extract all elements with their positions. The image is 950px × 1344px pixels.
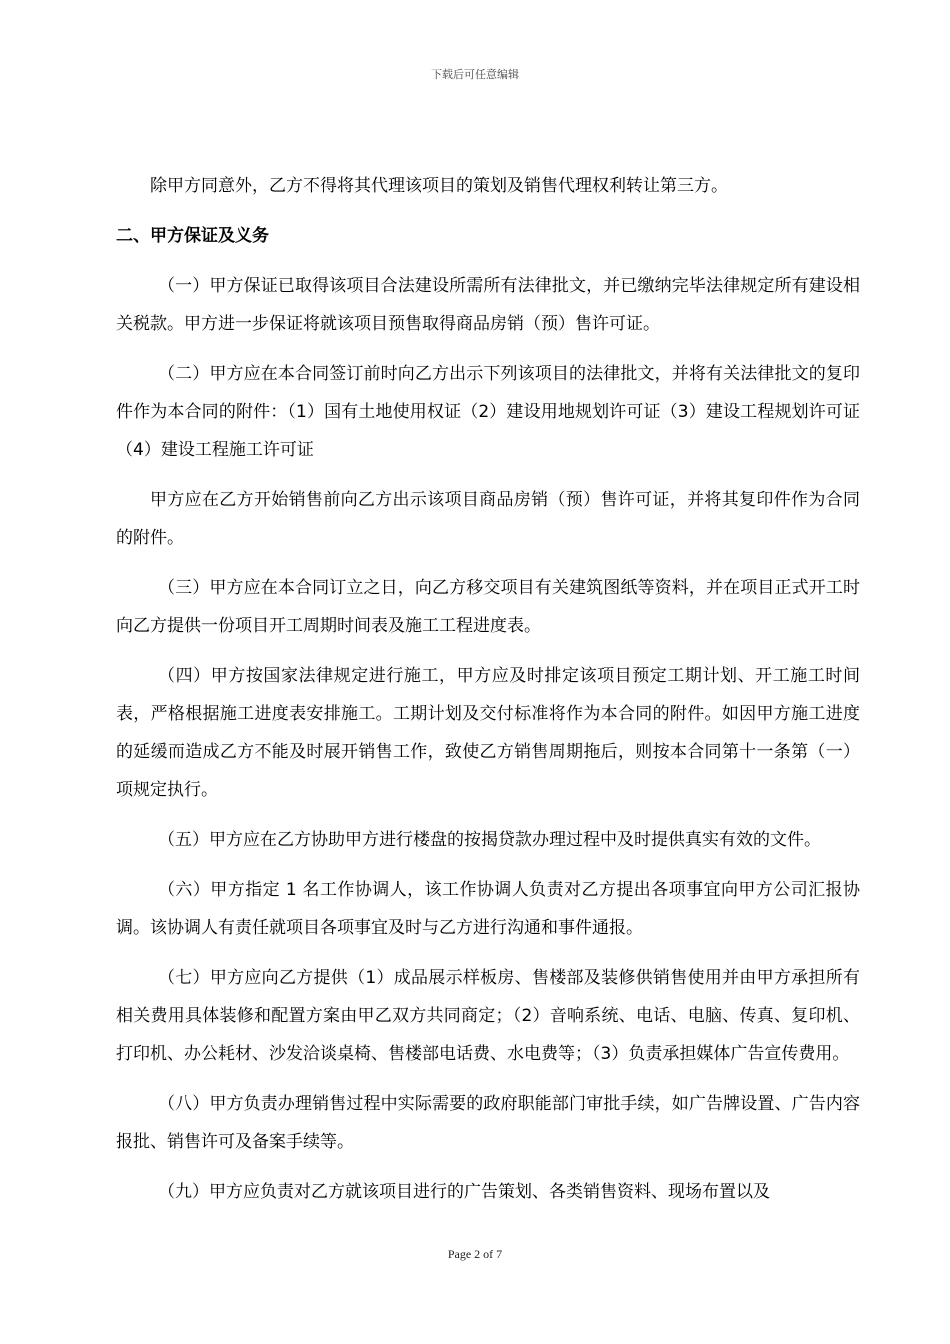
paragraph-clause-9: （九）甲方应负责对乙方就该项目进行的广告策划、各类销售资料、现场布置以及 <box>158 1182 770 1202</box>
paragraph-intro: 除甲方同意外，乙方不得将其代理该项目的策划及销售代理权利转让第三方。 <box>150 176 728 196</box>
document-body <box>116 167 860 1223</box>
paragraph-clause-2b: 甲方应在乙方开始销售前向乙方出示该项目商品房销（预）售许可证，并将其复印件作为合同的附件。 <box>116 490 860 548</box>
paragraph-clause-8: （八）甲方负责办理销售过程中实际需要的政府职能部门审批手续，如广告牌设置、广告内容报批、销售许可及备案手续等。 <box>116 1094 860 1152</box>
paragraph-clause-7: （七）甲方应向乙方提供（1）成品展示样板房、售楼部及装修供销售使用并由甲方承担所有相关费用具体装修和配置方案由甲乙双方共同商定；（2）音响系统、电话、电脑、传真、复印机、打印机、办公耗材、沙发洽谈桌椅、售楼部电话费、水电费等；（3）负责承担媒体广告宣传费用。 <box>116 968 860 1064</box>
paragraph-clause-4: （四）甲方按国家法律规定进行施工，甲方应及时排定该项目预定工期计划、开工施工时间表，严格根据施工进度表安排施工。工期计划及交付标准将作为本合同的附件。如因甲方施工进度的延缓而造成乙方不能及时展开销售工作，致使乙方销售周期拖后，则按本合同第十一条第（一）项规定执行。 <box>116 666 860 800</box>
paragraph-clause-3: （三）甲方应在本合同订立之日，向乙方移交项目有关建筑图纸等资料，并在项目正式开工时向乙方提供一份项目开工周期时间表及施工工程进度表。 <box>116 578 860 636</box>
paragraph-clause-2: （二）甲方应在本合同签订前时向乙方出示下列该项目的法律批文，并将有关法律批文的复印件作为本合同的附件：（1）国有土地使用权证（2）建设用地规划许可证（3）建设工程规划许可证（4）建设工程施工许可证 <box>116 364 860 460</box>
paragraph-clause-6: （六）甲方指定 1 名工作协调人，该工作协调人负责对乙方提出各项事宜向甲方公司汇报协调。该协调人有责任就项目各项事宜及时与乙方进行沟通和事件通报。 <box>116 880 860 938</box>
page-footer: Page 2 of 7 <box>447 1247 503 1261</box>
page-header: 下载后可任意编辑 <box>431 68 519 81</box>
section-heading: 二、甲方保证及义务 <box>116 226 269 246</box>
paragraph-clause-1: （一）甲方保证已取得该项目合法建设所需所有法律批文，并已缴纳完毕法律规定所有建设相关税款。甲方进一步保证将就该项目预售取得商品房销（预）售许可证。 <box>116 276 860 334</box>
paragraph-clause-5: （五）甲方应在乙方协助甲方进行楼盘的按揭贷款办理过程中及时提供真实有效的文件。 <box>158 830 821 850</box>
